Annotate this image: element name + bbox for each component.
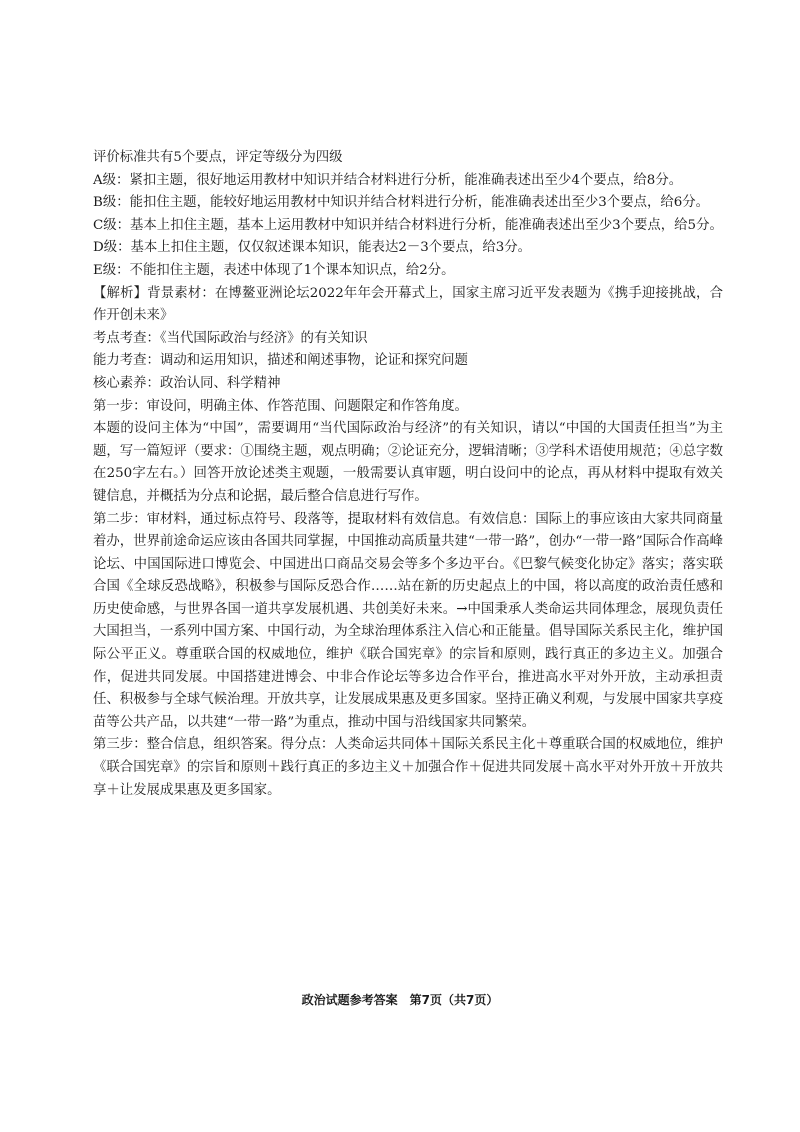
grade-a: A级：紧扣主题，很好地运用教材中知识并结合材料进行分析，能准确表述出至少4个要点，给8分。 — [93, 172, 683, 188]
grading-intro: 评价标准共有5个要点，评定等级分为四级 — [93, 150, 343, 165]
ability-check: 能力考查：调动和运用知识，描述和阐述事物，论证和探究问题 — [93, 353, 468, 369]
grade-e: E级：不能扣住主题，表述中体现了1个课本知识点，给2分。 — [93, 262, 455, 278]
step-one-detail: 本题的设问主体为“中国”，需要调用“当代国际政治与经济”的有关知识，请以“中国的大国责任担当”为主题，写一篇短评（要求：①围绕主题，观点明确；②论证充分，逻辑清晰；③学科术语使用规范；④总字数在250字左右。）回答开放论述类主观题，一般需要认真审题，明白设问中的论点，再从材料中提取有效关键信息，并概括为分点和论据，最后整合信息进行写作。 — [93, 421, 723, 504]
step-one: 第一步：审设问，明确主体、作答范围、问题限定和作答角度。 — [93, 398, 468, 414]
exam-point: 考点考查：《当代国际政治与经济》的有关知识 — [93, 330, 368, 346]
page-footer: 政治试题参考答案 第7页（共7页） — [301, 993, 499, 1007]
step-two: 第二步：审材料，通过标点符号、段落等，提取材料有效信息。有效信息：国际上的事应该由大家共同商量着办，世界前途命运应该由各国共同掌握，中国推动高质量共建“一带一路”，创办“一带一路”国际合作高峰论坛、中国国际进口博览会、中国进出口商品交易会等多个多边平台。《巴黎气候变化协定》落实；落实联合国《全球反恐战略》，积极参与国际反恐合作……站在新的历史起点上的中国，将以高度的政治责任感和历史使命感，与世界各国一道共享发展机遇、共创美好未来。→中国秉承人类命运共同体理念，展现负责任大国担当，一系列中国方案、中国行动，为全球治理体系注入信心和正能量。倡导国际关系民主化，维护国际公平正义。尊重联合国的权威地位，维护《联合国宪章》的宗旨和原则，践行真正的多边主义。加强合作，促进共同发展。中国搭建进博会、中非合作论坛等多边合作平台，推进高水平对外开放，主动承担责任、积极参与全球气候治理。开放共享，让发展成果惠及更多国家。坚持正确义利观，与发展中国家共享疫苗等公共产品，以共建“一带一路”为重点，推动中国与沿线国家共同繁荣。 — [93, 511, 723, 730]
core-literacy: 核心素养：政治认同、科学精神 — [93, 375, 281, 391]
answer-content — [93, 147, 723, 802]
grade-d: D级：基本上扣住主题，仅仅叙述课本知识，能表达2－3个要点，给3分。 — [93, 240, 532, 256]
step-three: 第三步：整合信息，组织答案。得分点：人类命运共同体＋国际关系民主化＋尊重联合国的权威地位，维护《联合国宪章》的宗旨和原则＋践行真正的多边主义＋加强合作＋促进共同发展＋高水平对外开放＋开放共享＋让发展成果惠及更多国家。 — [93, 737, 723, 798]
analysis-background: 【解析】背景素材：在博鳌亚洲论坛2022年年会开幕式上，国家主席习近平发表题为《携手迎接挑战，合作开创未来》 — [93, 285, 723, 324]
grade-b: B级：能扣住主题，能较好地运用教材中知识并结合材料进行分析，能准确表述出至少3个要点，给6分。 — [93, 195, 710, 211]
grade-c: C级：基本上扣住主题，基本上运用教材中知识并结合材料进行分析，能准确表述出至少3个要点，给5分。 — [93, 217, 723, 233]
